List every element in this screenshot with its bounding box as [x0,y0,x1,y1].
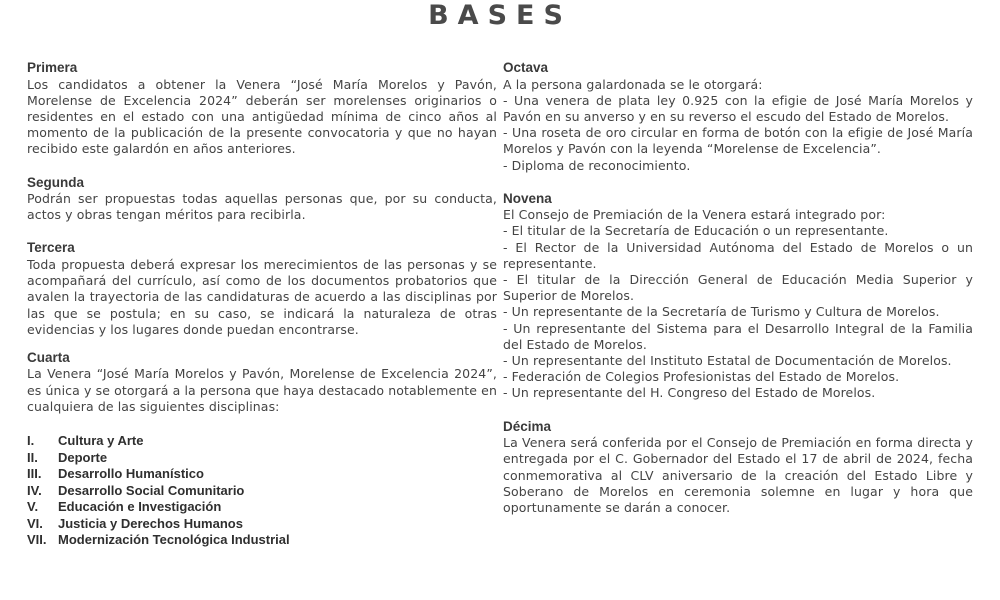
section-heading: Segunda [27,174,85,190]
list-label: Justicia y Derechos Humanos [58,515,243,531]
section-decima [503,419,973,517]
section-primera [27,60,497,158]
section-heading: Novena [503,190,552,206]
section-heading: Primera [27,60,78,75]
section-heading: Cuarta [27,349,70,365]
list-item: - Un representante del H. Congreso del Estado de Morelos. [503,385,876,401]
section-tercera [27,240,497,338]
list-number: I. [27,433,35,449]
list-item: - Una venera de plata ley 0.925 con la efigie de José María Morelos y Pavón en su anverso y en su reverso el escudo del Estado de Morelos. [503,92,973,124]
list-number: VII. [27,532,47,548]
section-text: Toda propuesta deberá expresar los merecimientos de las personas y se acompañará del currículo, así como de los documentos probatorios que avalen la trayectoria de las candidaturas de acuerdo a las disciplinas por las que se postula; en su caso, se indicará la naturaleza de otras evidencias y los lugares donde puedan encontrarse. [27,256,497,337]
section-novena [503,191,973,402]
page-title: BASES [428,0,572,31]
list-item: - Diploma de reconocimiento. [503,157,691,173]
list-number: IV. [27,482,42,498]
list-number: III. [27,466,42,482]
section-heading: Tercera [27,240,75,256]
section-segunda [27,175,497,224]
list-label: Cultura y Arte [58,433,144,449]
section-intro: A la persona galardonada se le otorgará: [503,76,763,92]
list-label: Desarrollo Humanístico [58,466,204,482]
disciplines-list [27,433,497,549]
section-cuarta [27,350,497,415]
list-item: - Federación de Colegios Profesionistas del Estado de Morelos. [503,369,900,385]
list-label: Modernización Tecnológica Industrial [58,532,290,548]
list-item: - El titular de la Secretaría de Educación o un representante. [503,223,889,239]
list-item: - El Rector de la Universidad Autónoma del Estado de Morelos o un representante. [503,239,973,271]
list-label: Educación e Investigación [58,499,222,515]
list-item [27,450,497,467]
list-item: - Un representante de la Secretaría de Turismo y Cultura de Morelos. [503,304,940,320]
list-item [27,532,497,549]
section-heading: Octava [503,60,549,75]
section-heading: Décima [503,418,552,434]
list-label: Desarrollo Social Comunitario [58,482,245,498]
list-item: - Un representante del Instituto Estatal de Documentación de Morelos. [503,353,952,369]
left-column [27,60,497,549]
section-intro: El Consejo de Premiación de la Venera estará integrado por: [503,207,886,223]
right-column [503,60,973,516]
list-item [27,499,497,516]
section-text: La Venera será conferida por el Consejo de Premiación en forma directa y entregada por el C. Gobernador del Estado el 17 de abril de 2024, fecha conmemorativa al CLV aniversario de la creación del Estado Libre y Soberano de Morelos en ceremonia solemne en lugar y hora que oportunamente se darán a conocer. [503,435,973,515]
list-label: Deporte [58,449,108,465]
section-text: La Venera “José María Morelos y Pavón, Morelense de Excelencia 2024”, es única y se otorgará a la persona que haya destacado notablemente en cualquiera de las siguientes disciplinas: [27,366,497,414]
section-text: Podrán ser propuestas todas aquellas personas que, por su conducta, actos y obras tengan méritos para recibirla. [27,191,497,223]
list-number: V. [27,499,39,515]
list-item [27,466,497,483]
list-item: - Una roseta de oro circular en forma de botón con la efigie de José María Morelos y Pavón con la leyenda “Morelense de Excelencia”. [503,125,973,157]
section-octava [503,60,973,174]
list-item: - El titular de la Dirección General de Educación Media Superior y Superior de Morelos. [503,272,973,304]
list-number: VI. [27,515,43,531]
list-item [27,433,497,450]
list-number: II. [27,449,38,465]
section-text: Los candidatos a obtener la Venera “José María Morelos y Pavón, Morelense de Excelencia 2024” deberán ser morelenses originarios o residentes en el estado con una antigüedad mínima de cinco años al momento de la publicación de la presente convocatoria y que no hayan recibido este galardón en años anteriores. [27,76,497,157]
list-item [27,516,497,533]
list-item [27,483,497,500]
list-item: - Un representante del Sistema para el Desarrollo Integral de la Familia del Estado de Morelos. [503,320,973,352]
